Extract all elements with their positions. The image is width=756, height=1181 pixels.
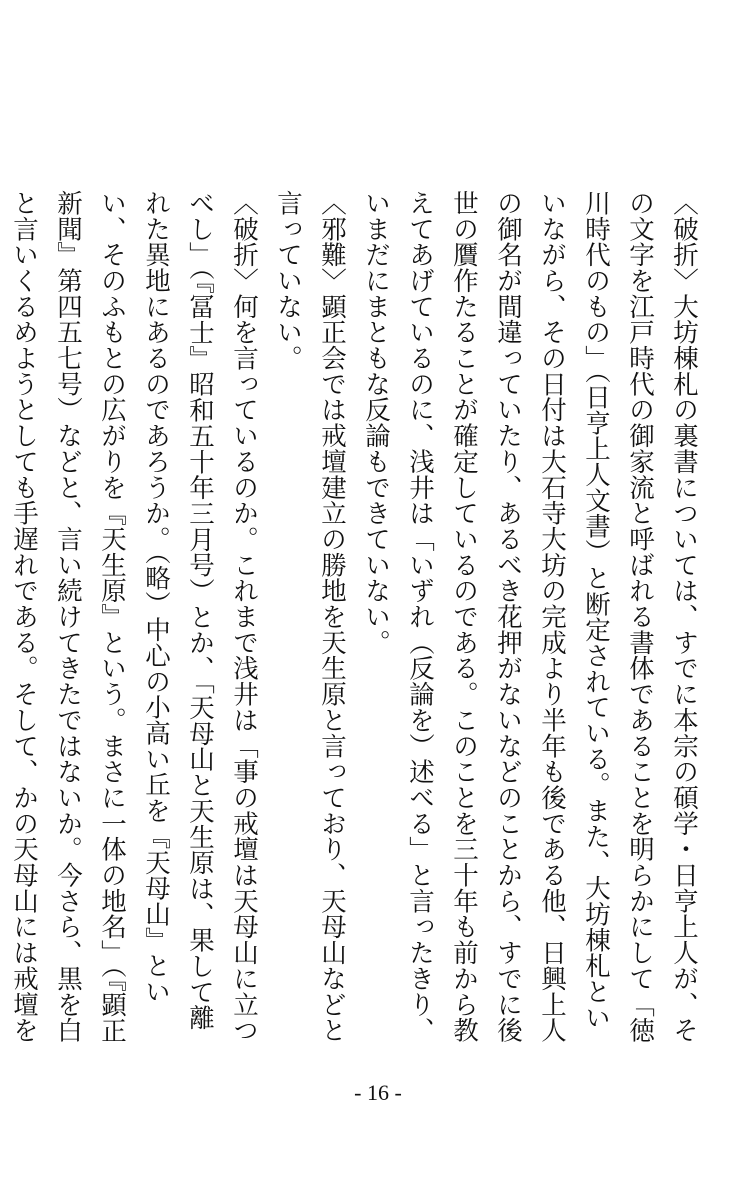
paragraph-hashaku-2: 〈破折〉何を言っているのか。これまで浅井は「事の戒壇は天母山に立つべし」（『冨士』昭和五十年三月号）とか、「天母山と天生原は、果して離れた異地にあるのであろうか。（略）中心の小高い丘を『天母山』といい、そのふもとの広がりを『天生原』という。まさに一体の地名」（『顕正新聞』第四五七号）などと、言い続けてきたではないか。今さら、黒を白と言いくるめようとしても手遅れである。そして、かの天母山には戒壇を: [9, 190, 259, 1044]
paragraph-janan: 〈邪難〉顕正会では戒壇建立の勝地を天生原と言っており、天母山などと言っていない。: [273, 190, 347, 1044]
paragraph-hashaku-1: 〈破折〉大坊棟札の裏書については、すでに本宗の碩学・日亨上人が、その文字を江戸時代の御家流と呼ばれる書体であることを明らかにして「徳川時代のもの」（日亨上人文書）と断定されている。また、大坊棟札といいながら、その日付は大石寺大坊の完成より半年も後である他、日興上人の御名が間違っていたり、あるべき花押がないなどのことから、すでに後世の贋作たることが確定しているのである。このことを三十年も前から教えてあげているのに、浅井は「いずれ（反論を）述べる」と言ったきり、いまだにまともな反論もできていない。: [361, 190, 699, 1044]
page-number: - 16 -: [354, 1080, 402, 1105]
vertical-text-body: [9, 190, 706, 1050]
